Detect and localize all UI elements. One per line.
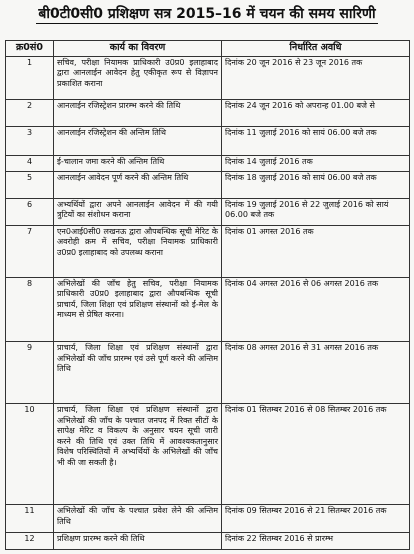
table-row [6,277,410,341]
row-description: एन0आई0सी0 लखनऊ द्वारा औपबन्धिक सूची मेरिट के अवरोही क्रम में सचिव, परीक्षा नियामक प्राधिकारी उ0प्र0 इलाहाबाद को उपलब्ध कराना [54,225,222,277]
row-description: प्राचार्य, जिला शिक्षा एवं प्रशिक्षण संस्थानों द्वारा अभिलेखों की जाँच के पश्चात जनपद में रिक्त सीटों के सापेक्ष मेरिट व विकल्प के अनुसार चयन सूची जारी करने की तिथि एवं उक्त तिथि में आवश्यकतानुसार विशेष परिस्थितियों में अभ्यर्थियों के अभिलेखों की जाँच भी की जा सकती है। [54,404,222,505]
row-description: सचिव, परीक्षा नियामक प्राधिकारी उ0प्र0 इलाहाबाद द्वारा आनलाईन आवेदन हेतु एकीकृत रूप से विज्ञापन प्रकाशित कराना [54,56,222,100]
table-row [6,225,410,277]
row-sno: 11 [6,505,54,533]
row-description: अभिलेखों की जाँच हेतु सचिव, परीक्षा नियामक प्राधिकारी उ0प्र0 इलाहाबाद द्वारा औपबन्धिक सूची प्राचार्य, जिला शिक्षा एवं प्रशिक्षण संस्थानों को ई-मेल के माध्यम से प्रेषित करना। [54,277,222,341]
row-description: आनलाईन रजिस्ट्रेशन की अन्तिम तिथि [54,127,222,156]
row-deadline: दिनांक 04 अगस्त 2016 से 06 अगस्त 2016 तक [222,277,410,341]
row-sno: 4 [6,156,54,172]
row-sno: 3 [6,127,54,156]
row-sno: 7 [6,225,54,277]
row-sno: 10 [6,404,54,505]
row-deadline: दिनांक 20 जून 2016 से 23 जून 2016 तक [222,56,410,100]
row-deadline: दिनांक 14 जुलाई 2016 तक [222,156,410,172]
row-sno: 8 [6,277,54,341]
document-title-text: बी0टी0सी0 प्रशिक्षण सत्र 2015–16 में चयन की समय सारिणी [38,6,376,22]
row-sno: 12 [6,533,54,550]
table-row [6,533,410,550]
table-row [6,198,410,225]
schedule-table [5,40,410,550]
table-row [6,156,410,172]
row-description: अभ्यर्थियों द्वारा अपने आनलाईन आवेदन में की गयी त्रुटियों का संशोधन कराना [54,198,222,225]
table-row [6,342,410,404]
row-deadline: दिनांक 24 जून 2016 को अपरान्ह 01.00 बजे से [222,100,410,127]
row-deadline: दिनांक 09 सितम्बर 2016 से 21 सितम्बर 2016 तक [222,505,410,533]
row-deadline: दिनांक 01 सितम्बर 2016 से 08 सितम्बर 2016 तक [222,404,410,505]
row-sno: 5 [6,171,54,198]
row-description: अभिलेखों की जाँच के पश्चात प्रवेश लेने की अन्तिम तिथि [54,505,222,533]
table-row [6,100,410,127]
table-header-row [6,41,410,57]
row-description: आनलाईन आवेदन पूर्ण करने की अन्तिम तिथि [54,171,222,198]
table-row [6,127,410,156]
row-deadline: दिनांक 22 सितम्बर 2016 से प्रारम्भ [222,533,410,550]
row-deadline: दिनांक 18 जुलाई 2016 को सायं 06.00 बजे तक [222,171,410,198]
row-sno: 1 [6,56,54,100]
table-row [6,404,410,505]
header-sno: क्र0सं0 [6,41,54,57]
row-description: ई-चालान जमा करने की अन्तिम तिथि [54,156,222,172]
row-description: आनलाईन रजिस्ट्रेशन प्रारम्भ करने की तिथि [54,100,222,127]
row-description: प्रशिक्षण प्रारम्भ करने की तिथि [54,533,222,550]
row-deadline: दिनांक 08 अगस्त 2016 से 31 अगस्त 2016 तक [222,342,410,404]
row-sno: 9 [6,342,54,404]
table-row [6,56,410,100]
table-row [6,505,410,533]
table-row [6,171,410,198]
row-description: प्राचार्य, जिला शिक्षा एवं प्रशिक्षण संस्थानों द्वारा अभिलेखों की जाँच प्रारम्भ एवं उसे पूर्ण करने की अन्तिम तिथि [54,342,222,404]
document-title [0,4,414,23]
header-deadline: निर्धारित अवधि [222,41,410,57]
row-deadline: दिनांक 01 अगस्त 2016 तक [222,225,410,277]
row-sno: 2 [6,100,54,127]
header-description: कार्य का विवरण [54,41,222,57]
row-deadline: दिनांक 19 जुलाई 2016 से 22 जुलाई 2016 को सायं 06.00 बजे तक [222,198,410,225]
row-sno: 6 [6,198,54,225]
row-deadline: दिनांक 11 जुलाई 2016 को सायं 06.00 बजे तक [222,127,410,156]
